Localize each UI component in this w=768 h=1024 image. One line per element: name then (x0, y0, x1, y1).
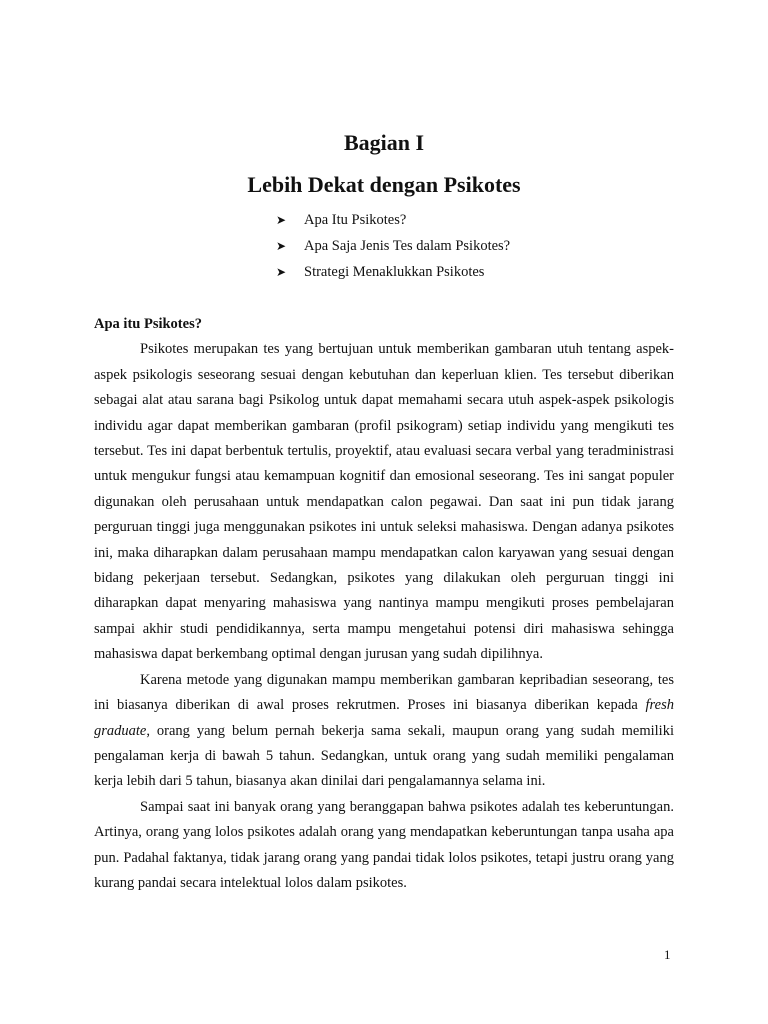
arrowhead-bullet-icon: ➤ (276, 213, 287, 227)
outline-item-label: Apa Itu Psikotes? (304, 212, 407, 228)
outline-item (276, 236, 510, 262)
italic-term: fresh graduate (94, 697, 674, 739)
paragraph-text: , orang yang belum pernah bekerja sama sekali, maupun orang yang sudah memiliki pengalaman kerja di bawah 5 tahun. Sedangkan, untuk orang yang sudah memiliki pengalaman kerja lebih dari 5 tahun, biasanya akan dinilai dari pengalamannya selama ini. (94, 722, 674, 790)
outline-item-label: Apa Saja Jenis Tes dalam Psikotes? (304, 238, 511, 254)
chapter-title: Lebih Dekat dengan Psikotes (247, 172, 521, 197)
part-title: Bagian I (343, 130, 425, 155)
chapter-outline (276, 210, 510, 288)
section-body (94, 312, 674, 896)
outline-item (276, 262, 510, 288)
paragraph-misconception: Sampai saat ini banyak orang yang beranggapan bahwa psikotes adalah tes keberuntungan. Artinya, orang yang lolos psikotes adalah orang yang mendapatkan keberuntungan tanpa usaha apa pun. Padahal faktanya, tidak jarang orang yang pandai tidak lolos psikotes, tetapi justru orang yang kurang pandai secara intelektual lolos dalam psikotes. (94, 798, 674, 891)
section-heading: Apa itu Psikotes? (94, 316, 202, 332)
outline-item (276, 210, 510, 236)
outline-item-label: Strategi Menaklukkan Psikotes (304, 264, 485, 280)
paragraph-text: Karena metode yang digunakan mampu memberikan gambaran kepribadian seseorang, tes ini biasanya diberikan di awal proses rekrutmen. Proses ini biasanya diberikan kepada (94, 671, 674, 714)
paragraph-definition: Psikotes merupakan tes yang bertujuan untuk memberikan gambaran utuh tentang aspek-aspek psikologis seseorang sesuai dengan kebutuhan dan keperluan klien. Tes tersebut diberikan sebagai alat atau sarana bagi Psikolog untuk dapat memahami secara utuh aspek-aspek psikologis individu agar dapat memberikan gambaran (profil psikogram) setiap individu yang mengikuti tes tersebut. Tes ini dapat berbentuk tertulis, proyektif, atau evaluasi secara verbal yang teradministrasi untuk mengukur fungsi atau kemampuan kognitif dan emosional seseorang. Tes ini sangat populer digunakan oleh perusahaan untuk mendapatkan calon pegawai. Dan saat ini pun tidak jarang perguruan tinggi juga menggunakan psikotes ini untuk seleksi mahasiswa. Dengan adanya psikotes ini, maka diharapkan dalam perusahaan mampu mendapatkan calon karyawan yang sesuai dengan bidang pekerjaan tersebut. Sedangkan, psikotes yang dilakukan oleh perguruan tinggi ini diharapkan dapat menyaring mahasiswa yang nantinya mampu mengikuti proses pembelajaran sampai akhir studi pendidikannya, serta mampu mengetahui potensi diri mahasiswa sehingga mahasiswa dapat berkembang optimal dengan jurusan yang sudah dipilihnya. (94, 341, 674, 663)
arrowhead-bullet-icon: ➤ (276, 239, 287, 253)
paragraph-recruitment (94, 668, 674, 795)
page-number: 1 (664, 947, 671, 962)
arrowhead-bullet-icon: ➤ (276, 265, 287, 279)
